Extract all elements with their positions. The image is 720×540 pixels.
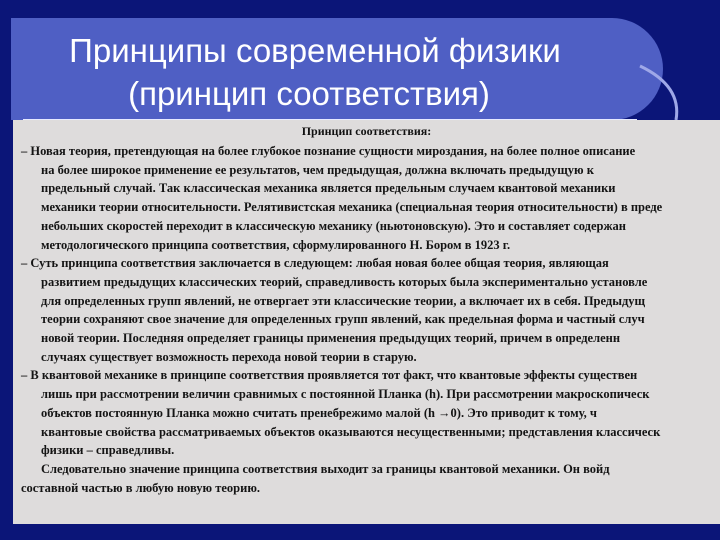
text-line: объектов постоянную Планка можно считать пренебрежимо малой (h →0). Это приводит к тому, ч: [41, 405, 597, 420]
text-line: предельный случай. Так классическая механика является предельным случаем квантовой механики: [41, 181, 616, 196]
slide-title-line-2: (принцип соответствия): [128, 75, 490, 112]
text-line: небольших скоростей переходит в классическую механику (ньютоновскую). Это и составляет содержан: [41, 218, 626, 233]
text-line: на более широкое применение ее результатов, чем предыдущая, должна включать предыдущую к: [41, 162, 594, 177]
text-line: Следовательно значение принципа соответствия выходит за границы квантовой механики. Он войд: [41, 461, 610, 476]
text-line: развитием предыдущих классических теорий, справедливость которых была экспериментально установле: [41, 274, 648, 289]
text-line: квантовые свойства рассматриваемых объектов оказываются несущественными; представления классическ: [41, 424, 661, 439]
bottom-band: [0, 524, 720, 540]
document-body: [21, 142, 720, 497]
text-line: составной частью в любую новую теорию.: [21, 480, 260, 495]
text-line: лишь при рассмотрении величин сравнимых с постоянной Планка (h). При рассмотрении макроскопическ: [41, 387, 650, 402]
text-line: для определенных групп явлений, не отвергает эти классические теории, а включает их в себя. Предыдущ: [41, 293, 646, 308]
decorative-arc: [630, 62, 720, 122]
text-line: – В квантовой механике в принципе соответствия проявляется тот факт, что квантовые эффекты существен: [21, 368, 638, 383]
text-line: – Суть принципа соответствия заключается в следующем: любая новая более общая теория, являющая: [21, 256, 609, 271]
text-line: физики – справедливы.: [41, 443, 175, 458]
text-line: методологического принципа соответствия, сформулированного Н. Бором в 1923 г.: [41, 237, 511, 252]
text-line: теории сохраняют свое значение для определенных групп явлений, как предельная форма и частный случ: [41, 312, 645, 327]
text-line: механики теории относительности. Релятивистская механика (специальная теория относительности) в преде: [41, 200, 663, 215]
text-line: новой теории. Последняя определяет границы применения предыдущих теорий, причем в определенн: [41, 331, 621, 346]
text-line: – Новая теория, претендующая на более глубокое познание сущности мироздания, на более полное описание: [21, 144, 636, 158]
slide-title-line-1: Принципы современной физики: [69, 32, 561, 69]
document-heading: Принцип соответствия:: [301, 124, 432, 138]
title-panel: [11, 18, 663, 120]
text-line: случаях существует возможность перехода новой теории в старую.: [41, 349, 417, 364]
document-image: [13, 120, 720, 524]
